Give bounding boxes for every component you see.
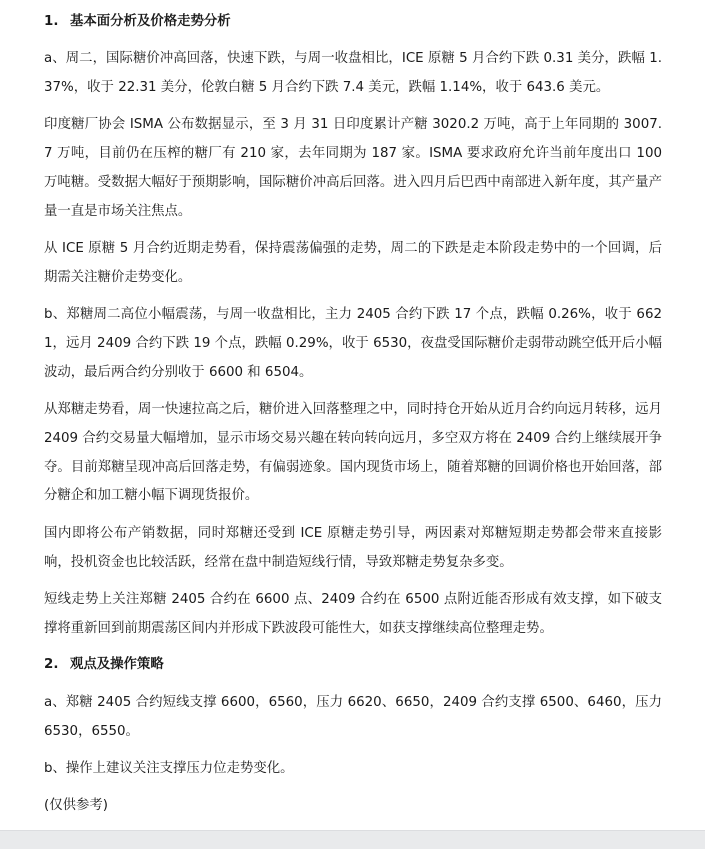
document-body [44, 8, 662, 821]
section-heading-analysis [44, 8, 662, 37]
paragraph-domestic-data: 国内即将公布产销数据，同时郑糖还受到 ICE 原糖走势引导，两因素对郑糖短期走势都会带来直接影响，投机资金也比较活跃，经常在盘中制造短线行情，导致郑糖走势复杂多变。 [44, 525, 662, 570]
section-title: 基本面分析及价格走势分析 [70, 14, 231, 29]
paragraph-ice-trend: 从 ICE 原糖 5 月合约近期走势看，保持震荡偏强的走势，周二的下跌是走本阶段走势中的一个回调，后期需关注糖价走势变化。 [44, 241, 662, 285]
paragraph-isma-data: 印度糖厂协会 ISMA 公布数据显示，至 3 月 31 日印度累计产糖 3020.2 万吨，高于上年同期的 3007.7 万吨，目前仍在压榨的糖厂有 210 家，去年同期为 187 家。ISMA 要求政府允许当前年度出口 100 万吨糖。受数据大幅好于预期影响，国际糖价冲高后回落。进入四月后巴西中南部进入新年度，其产量产量一直是市场关注焦点。 [44, 117, 662, 219]
section-heading-strategy [44, 651, 662, 680]
section-title: 观点及操作策略 [70, 657, 164, 673]
section-number: 2. [44, 657, 59, 673]
viewer-bottom-bar [0, 830, 705, 849]
paragraph-operation-advice: b、操作上建议关注支撑压力位走势变化。 [44, 760, 294, 776]
paragraph-ice-market: a、周二，国际糖价冲高回落，快速下跌，与周一收盘相比，ICE 原糖 5 月合约下跌 0.31 美分，跌幅 1.37%，收于 22.31 美分，伦敦白糖 5 月合约下跌 7.4 美元，跌幅 1.14%，收于 643.6 美元。 [44, 51, 662, 96]
paragraph-zhengzhou-trend: 从郑糖走势看，周一快速拉高之后，糖价进入回落整理之中，同时持仓开始从近月合约向远月转移，远月 2409 合约交易量大幅增加，显示市场交易兴趣在转向转向远月，多空双方将在 2409 合约上继续展开争夺。目前郑糖呈现冲高后回落走势，有偏弱迹象。国内现货市场上，随着郑糖的回调价格也开始回落，部分糖企和加工糖小幅下调现货报价。 [44, 402, 662, 504]
paragraph-short-term-support: 短线走势上关注郑糖 2405 合约在 6600 点、2409 合约在 6500 点附近能否形成有效支撑，如下破支撑将重新回到前期震荡区间内并形成下跌波段可能性大，如获支撑继续高位整理走势。 [44, 591, 662, 636]
section-number: 1. [44, 14, 59, 29]
paragraph-support-resistance: a、郑糖 2405 合约短线支撑 6600，6560，压力 6620、6650，2409 合约支撑 6500、6460，压力 6530，6550。 [44, 694, 662, 739]
paragraph-zhengzhou-market: b、郑糖周二高位小幅震荡，与周一收盘相比，主力 2405 合约下跌 17 个点，跌幅 0.26%，收于 6621，远月 2409 合约下跌 19 个点，跌幅 0.29%，收于 6530，夜盘受国际糖价走弱带动跳空低开后小幅波动，最后两合约分别收于 6600 和 6504。 [44, 307, 662, 380]
paragraph-disclaimer: (仅供参考) [44, 798, 109, 814]
